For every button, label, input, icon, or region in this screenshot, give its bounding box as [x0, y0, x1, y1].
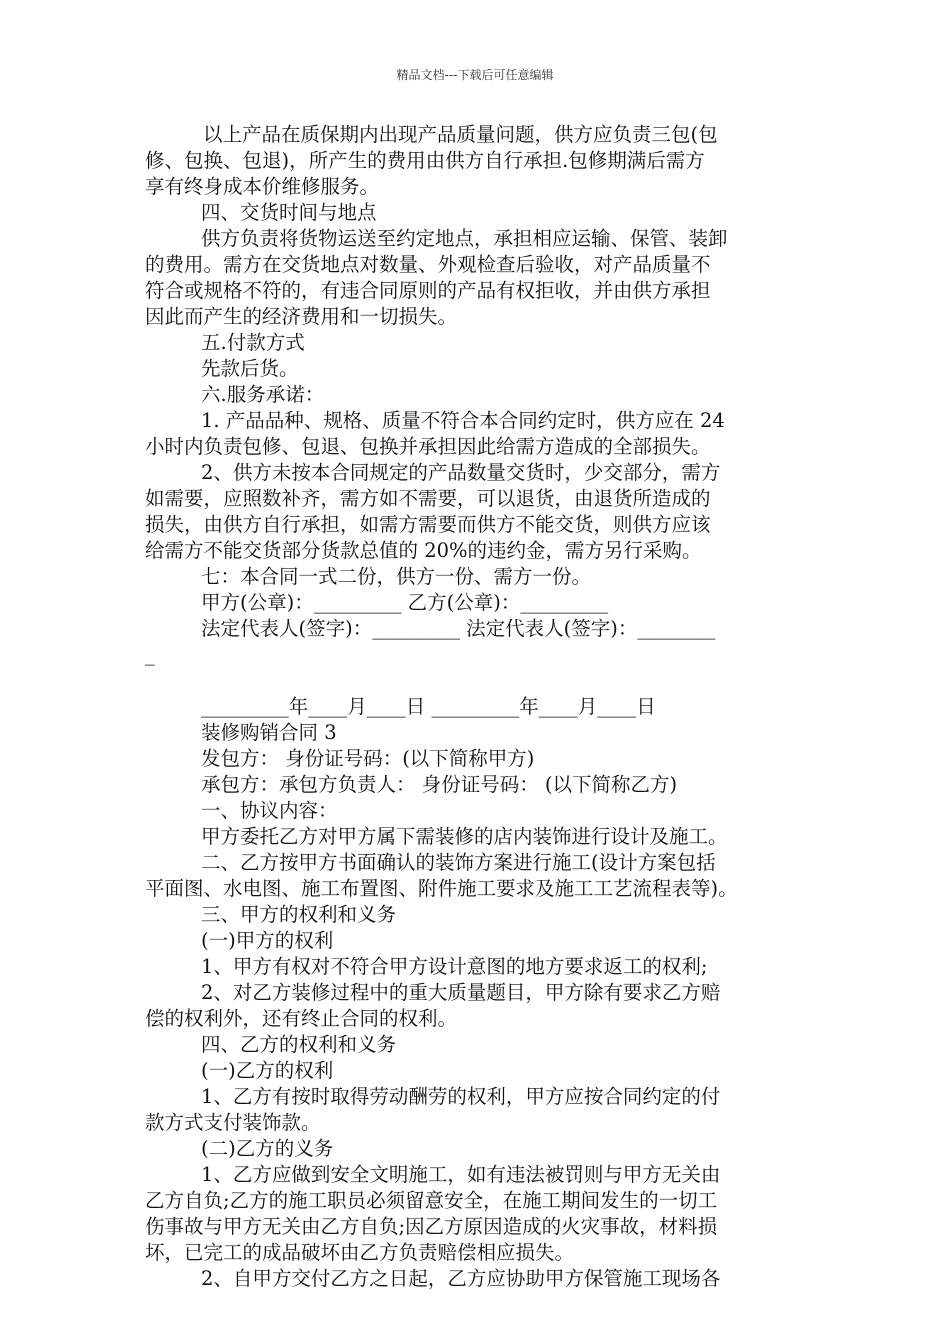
- document-line: 1、乙方有按时取得劳动酬劳的权利，甲方应按合同约定的付: [201, 1085, 721, 1108]
- document-line: (二)乙方的义务: [201, 1137, 334, 1160]
- document-line: 供方负责将货物运送至约定地点，承担相应运输、保管、装卸: [201, 227, 728, 250]
- document-line: 二、乙方按甲方书面确认的装饰方案进行施工(设计方案包括: [201, 851, 716, 874]
- document-line: 坏，已完工的成品破坏由乙方负责赔偿相应损失。: [145, 1241, 575, 1264]
- document-line: 五.付款方式: [201, 331, 305, 354]
- document-line: 以上产品在质保期内出现产品质量问题，供方应负责三包(包: [203, 123, 718, 146]
- document-line: 2、自甲方交付乙方之日起，乙方应协助甲方保管施工现场各: [201, 1267, 721, 1290]
- document-line: 2、对乙方装修过程中的重大质量题目，甲方除有要求乙方赔: [201, 981, 721, 1004]
- document-line: 符合或规格不符的，有违合同原则的产品有权拒收，并由供方承担: [145, 279, 711, 302]
- document-line: 四、交货时间与地点: [201, 201, 377, 224]
- document-line: 承包方：承包方负责人： 身份证号码： (以下简称乙方): [201, 773, 678, 796]
- document-line: 发包方： 身份证号码：(以下简称甲方): [201, 747, 535, 770]
- page-header: 精品文档---下载后可任意编辑: [396, 68, 554, 82]
- document-line: 乙方自负;乙方的施工职员必须留意安全，在施工期间发生的一切工: [145, 1189, 718, 1212]
- document-line: 1、甲方有权对不符合甲方设计意图的地方要求返工的权利;: [201, 955, 708, 978]
- document-line: 小时内负责包修、包退、包换并承担因此给需方造成的全部损失。: [145, 435, 711, 458]
- document-line: _: [145, 643, 155, 666]
- document-line: 如需要，应照数补齐，需方如不需要，可以退货，由退货所造成的: [145, 487, 711, 510]
- document-line: 一、协议内容：: [201, 799, 338, 822]
- document-line: (一)甲方的权利: [201, 929, 334, 952]
- document-line: 四、乙方的权利和义务: [201, 1033, 397, 1056]
- document-line: 因此而产生的经济费用和一切损失。: [145, 305, 458, 328]
- document-line: 的费用。需方在交货地点对数量、外观检查后验收，对产品质量不: [145, 253, 711, 276]
- document-line: 款方式支付装饰款。: [145, 1111, 321, 1134]
- document-line: _________年____月____日 _________年____月____日: [201, 695, 656, 718]
- document-line: 给需方不能交货部分货款总值的 20%的违约金，需方另行采购。: [145, 539, 702, 562]
- document-line: 七：本合同一式二份，供方一份、需方一份。: [201, 565, 592, 588]
- document-line: 修、包换、包退)，所产生的费用由供方自行承担.包修期满后需方: [145, 149, 705, 172]
- document-line: 1. 产品品种、规格、质量不符合本合同约定时，供方应在 24: [201, 409, 725, 432]
- document-line: 1、乙方应做到安全文明施工，如有违法被罚则与甲方无关由: [201, 1163, 721, 1186]
- document-line: 损失，由供方自行承担，如需方需要而供方不能交货，则供方应该: [145, 513, 711, 536]
- document-line: 平面图、水电图、施工布置图、附件施工要求及施工工艺流程表等)。: [145, 877, 738, 900]
- document-line: 装修购销合同 3: [201, 721, 337, 744]
- document-line: 甲方委托乙方对甲方属下需装修的店内装饰进行设计及施工。: [201, 825, 728, 848]
- document-line: 法定代表人(签字)：_________ 法定代表人(签字)：________: [201, 617, 716, 640]
- document-line: 六.服务承诺：: [201, 383, 325, 406]
- document-line: 甲方(公章)：_________ 乙方(公章)：_________: [201, 591, 609, 614]
- document-line: 偿的权利外，还有终止合同的权利。: [145, 1007, 458, 1030]
- document-line: 享有终身成本价维修服务。: [145, 175, 380, 198]
- document-line: 先款后货。: [201, 357, 299, 380]
- document-line: [145, 668, 810, 694]
- document-body: [145, 122, 810, 1292]
- document-line: (一)乙方的权利: [201, 1059, 334, 1082]
- document-line: 2、供方未按本合同规定的产品数量交货时，少交部分，需方: [201, 461, 721, 484]
- document-line: 伤事故与甲方无关由乙方自负;因乙方原因造成的火灾事故，材料损: [145, 1215, 718, 1238]
- document-line: 三、甲方的权利和义务: [201, 903, 397, 926]
